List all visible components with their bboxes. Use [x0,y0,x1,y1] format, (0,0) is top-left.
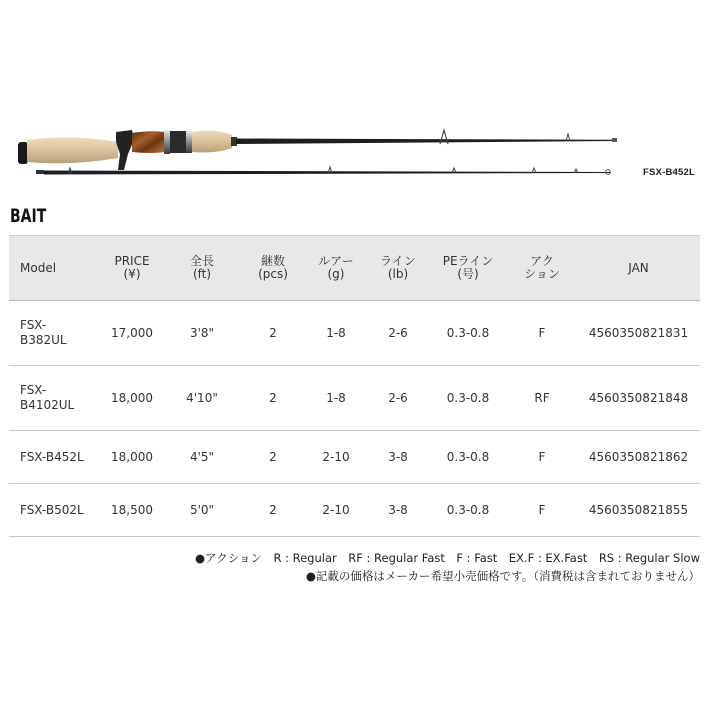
cell-pieces: 2 [269,325,277,340]
header-model: Model [9,236,101,301]
cell-jan: 4560350821831 [588,325,689,340]
cell-price: 18,000 [111,390,153,405]
cell-length: 4'10" [186,390,218,405]
action-legend-note: ●アクション R : Regular RF : Regular Fast F : Fast EX.F : EX.Fast RS : Regular Slow [195,551,700,565]
cell-pe-line: 0.3-0.8 [446,390,490,405]
header-lure: ルアー (g) [305,236,367,301]
cell-line: 2-6 [388,325,408,340]
cell-lure: 2-10 [322,502,350,517]
cell-lure: 1-8 [326,325,346,340]
cell-pieces: 2 [269,390,277,405]
cell-model: FSX-B502L [20,502,84,517]
header-line: ライン (lb) [367,236,429,301]
header-pieces: 継数 (pcs) [241,236,305,301]
cell-line: 2-6 [388,390,408,405]
cell-pe-line: 0.3-0.8 [446,449,490,464]
cell-action: F [538,449,546,464]
rod-image [0,118,710,188]
header-pe-line: PEライン (号) [429,236,507,301]
cell-pe-line: 0.3-0.8 [446,502,490,517]
header-jan: JAN [577,236,700,301]
cell-action: F [538,325,546,340]
header-price: PRICE (¥) [101,236,163,301]
header-action: アク ション [507,236,577,301]
cell-jan: 4560350821855 [588,502,689,517]
cell-line: 3-8 [388,449,408,464]
cell-length: 5'0" [189,502,215,517]
table-row [9,484,700,537]
rod-illustration [0,118,710,188]
footnotes [195,549,700,585]
rod-model-label: FSX-B452L [643,167,695,178]
table-header-row [9,236,700,301]
cell-jan: 4560350821862 [588,449,689,464]
rod-butt-section [18,130,617,170]
cell-pieces: 2 [269,449,277,464]
cell-lure: 2-10 [322,449,350,464]
header-length: 全長 (ft) [163,236,241,301]
cell-pieces: 2 [269,502,277,517]
cell-model: FSX- B382UL [20,318,67,347]
cell-price: 18,500 [111,502,153,517]
cell-action: F [538,502,546,517]
cell-lure: 1-8 [326,390,346,405]
spec-table [9,235,700,537]
cell-pe-line: 0.3-0.8 [446,325,490,340]
cell-length: 3'8" [189,325,215,340]
cell-line: 3-8 [388,502,408,517]
cell-model: FSX- B4102UL [20,383,75,412]
price-note: ●記載の価格はメーカー希望小売価格です。（消費税は含まれておりません） [305,569,700,583]
section-title: BAIT [10,205,47,227]
table-row [9,366,700,431]
cell-price: 18,000 [111,449,153,464]
cell-price: 17,000 [111,325,153,340]
cell-action: RF [534,390,550,405]
cell-jan: 4560350821848 [588,390,689,405]
cell-model: FSX-B452L [20,449,84,464]
table-row [9,301,700,366]
table-row [9,431,700,484]
cell-length: 4'5" [189,449,215,464]
